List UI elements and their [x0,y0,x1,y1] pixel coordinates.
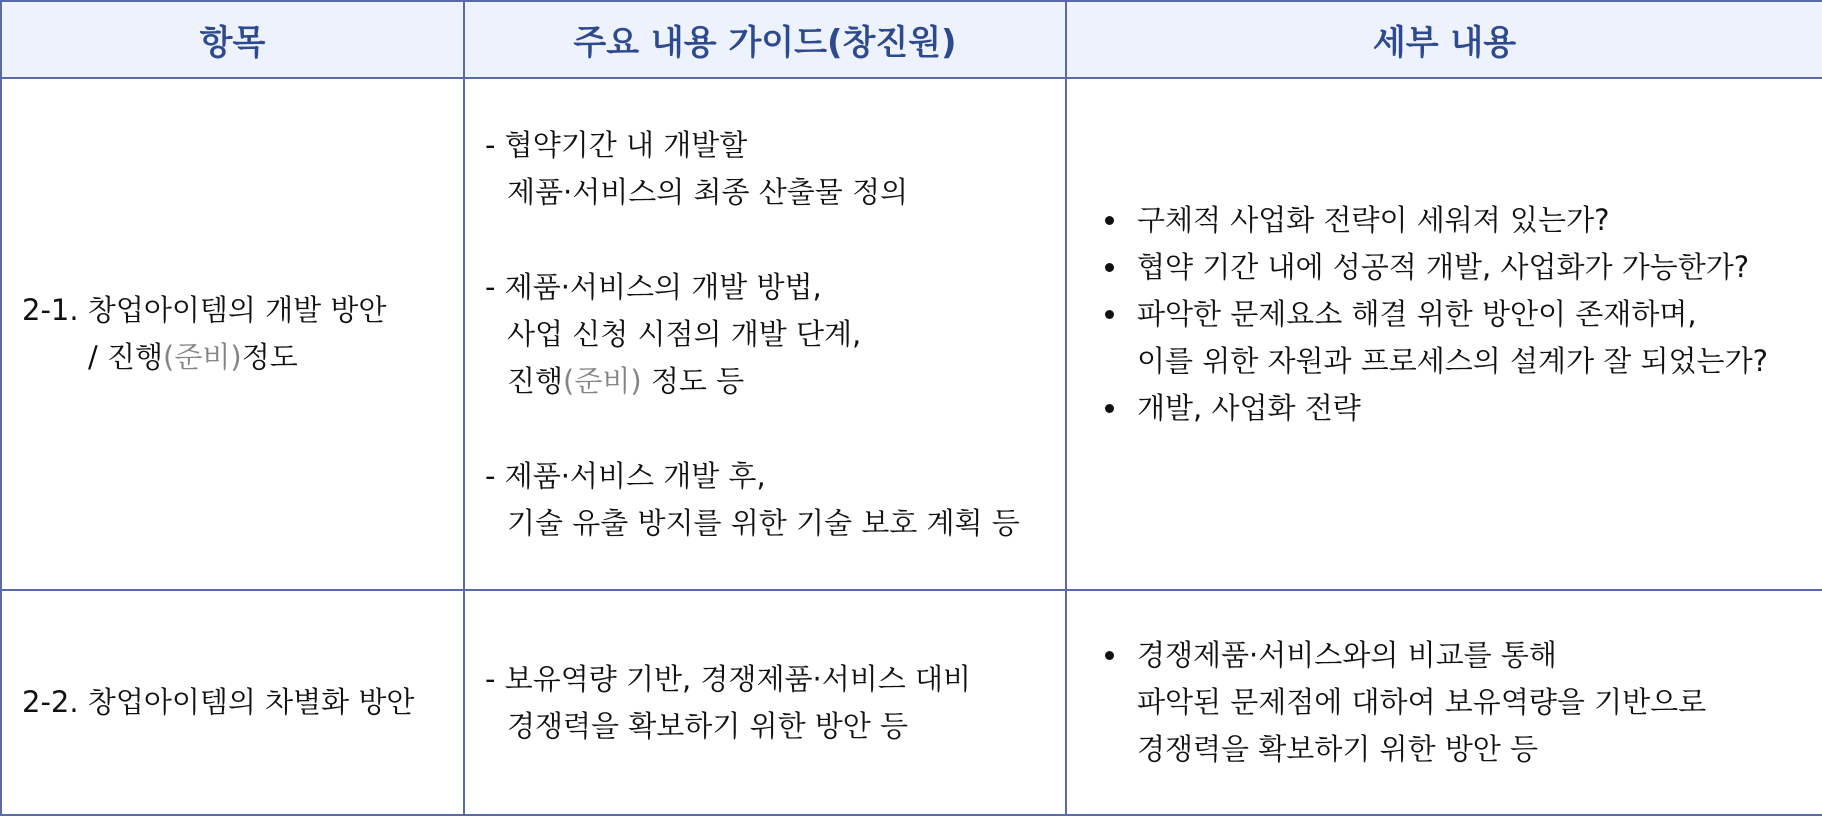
bullet-icon [1105,651,1114,660]
detail-line: 개발, 사업화 전략 [1137,390,1361,425]
guide-line: 제품·서비스의 최종 산출물 정의 [507,174,909,209]
list-item [1099,632,1822,773]
header-item: 항목 [1,1,464,78]
item-title: 2-2. 창업아이템의 차별화 방안 [22,685,415,719]
bullet-icon [1105,263,1114,272]
detail-line: 구체적 사업화 전략이 세워져 있는가? [1137,202,1610,237]
table-row [1,78,1822,590]
item-subtitle-suffix: 정도 [241,340,298,374]
guide-line: 경쟁력을 확보하기 위한 방안 등 [507,708,909,743]
guide-block [485,122,1065,216]
item-cell [1,590,464,815]
list-item [1099,291,1822,385]
list-item [1099,197,1822,244]
header-guide: 주요 내용 가이드(창진원) [464,1,1066,78]
table-header-row [1,1,1822,78]
guide-line: - 제품·서비스의 개발 방법, [485,269,822,304]
item-subtitle-muted: (준비) [163,340,242,374]
detail-line: 경쟁제품·서비스와의 비교를 통해 [1137,638,1557,672]
item-subtitle [22,334,463,381]
guide-line: 기술 유출 방지를 위한 기술 보호 계획 등 [507,505,1020,540]
bullet-icon [1105,310,1114,319]
guide-line: - 보유역량 기반, 경쟁제품·서비스 대비 [485,661,971,696]
detail-line: 파악된 문제점에 대하여 보유역량을 기반으로 [1137,685,1707,719]
guide-cell [464,590,1066,815]
guide-block [485,453,1065,547]
table-row [1,590,1822,815]
guide-muted: (준비) [563,363,642,398]
detail-line: 경쟁력을 확보하기 위한 방안 등 [1137,732,1539,766]
guide-line: - 협약기간 내 개발할 [485,127,748,162]
detail-list [1099,197,1822,432]
detail-list [1099,632,1822,773]
detail-cell [1066,590,1822,815]
guide-line: - 제품·서비스 개발 후, [485,458,766,493]
item-subtitle-prefix: / 진행 [88,340,164,374]
detail-cell [1066,78,1822,590]
detail-line: 파악한 문제요소 해결 위한 방안이 존재하며, [1137,296,1697,331]
detail-line: 이를 위한 자원과 프로세스의 설계가 잘 되었는가? [1137,343,1768,378]
guide-suffix: 정도 등 [641,363,745,398]
item-title: 2-1. 창업아이템의 개발 방안 [22,293,387,327]
guide-cell [464,78,1066,590]
guide-line [485,358,1065,405]
guide-line: 사업 신청 시점의 개발 단계, [507,316,862,351]
guide-prefix: 진행 [507,363,564,398]
list-item [1099,385,1822,432]
guide-block [485,264,1065,405]
item-cell [1,78,464,590]
header-detail: 세부 내용 [1066,1,1822,78]
bullet-icon [1105,404,1114,413]
guide-block [485,656,1065,750]
bullet-icon [1105,216,1114,225]
list-item [1099,244,1822,291]
detail-line: 협약 기간 내에 성공적 개발, 사업화가 가능한가? [1137,249,1750,284]
